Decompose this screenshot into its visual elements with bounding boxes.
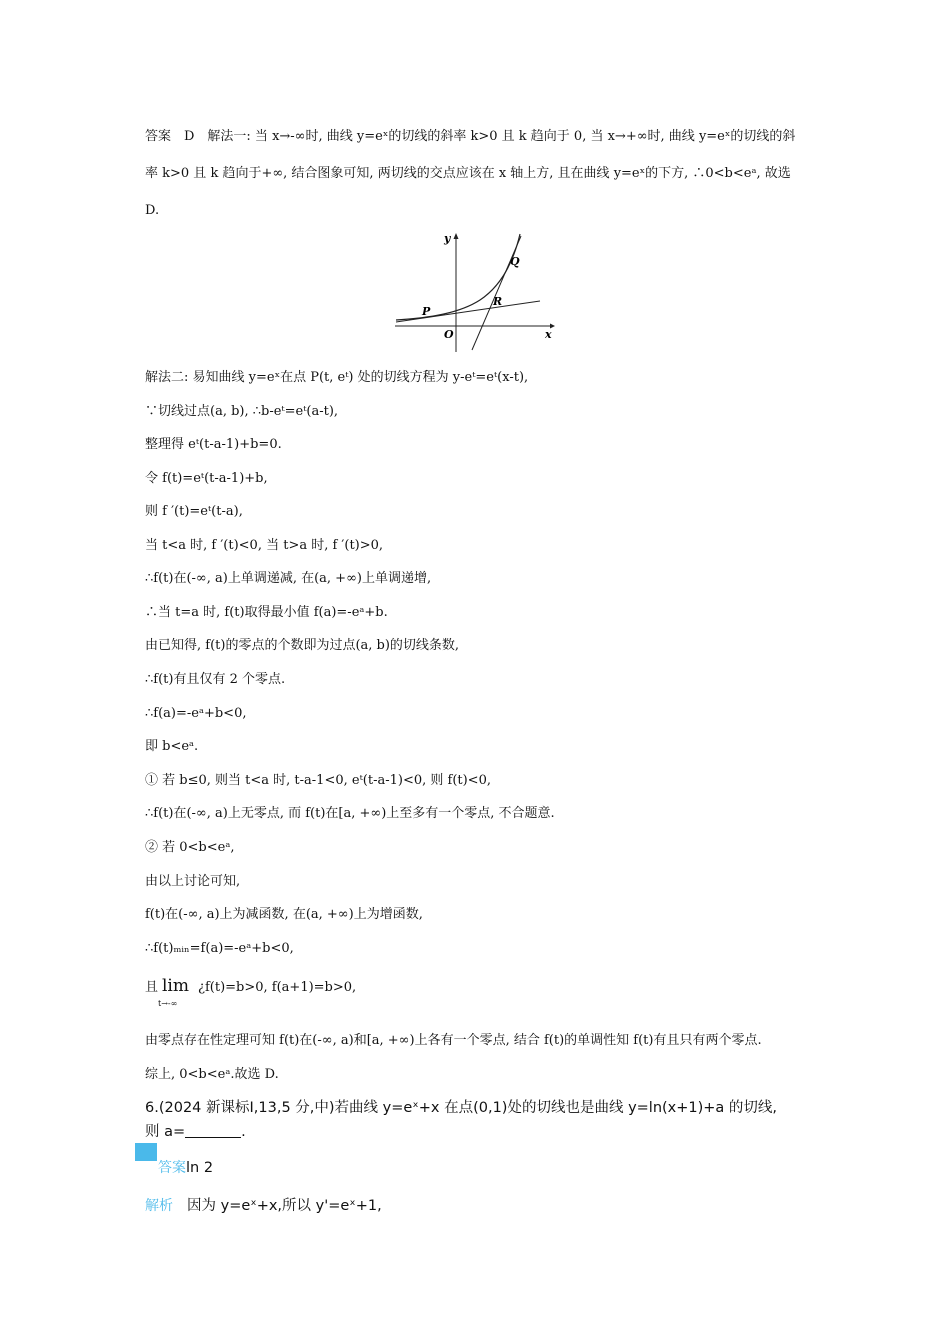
text-line: 解法二: 易知曲线 y=eˣ在点 P(t, eᵗ) 处的切线方程为 y-eᵗ=eᵗ(x-t), — [145, 370, 529, 385]
limit-subscript: t→-∞ — [158, 999, 178, 1008]
text-line: 答案 D 解法一: 当 x→-∞时, 曲线 y=eˣ的切线的斜率 k>0 且 k 趋向于 0, 当 x→+∞时, 曲线 y=eˣ的切线的斜 — [145, 129, 796, 144]
answer-tag: 答案 — [158, 1160, 186, 1176]
text-line: D. — [145, 203, 160, 218]
question-6-suffix: . — [241, 1124, 246, 1140]
point-r-label: R — [493, 295, 503, 308]
x-axis-label: x — [545, 328, 552, 341]
tangent-figure — [390, 228, 560, 356]
tangent-line-q — [472, 236, 521, 350]
text-line: 综上, 0<b<eᵃ.故选 D. — [145, 1067, 279, 1082]
text-line: 整理得 eᵗ(t-a-1)+b=0. — [145, 437, 282, 452]
tangent-line-p — [396, 301, 540, 322]
text-line: ② 若 0<b<eᵃ, — [145, 840, 235, 855]
text-line: 当 t<a 时, f ′(t)<0, 当 t>a 时, f ′(t)>0, — [145, 538, 384, 553]
y-axis-label: y — [444, 232, 451, 245]
analysis-line — [145, 1196, 382, 1216]
limit-word: lim — [162, 976, 189, 996]
text-line: f(t)在(-∞, a)上为减函数, 在(a, +∞)上为增函数, — [145, 907, 423, 922]
text-line: 由已知得, f(t)的零点的个数即为过点(a, b)的切线条数, — [145, 638, 460, 653]
text-line: 即 b<eᵃ. — [145, 739, 199, 754]
answer-blank — [185, 1123, 241, 1138]
text-line: 由以上讨论可知, — [145, 874, 241, 889]
text-line: 率 k>0 且 k 趋向于+∞, 结合图象可知, 两切线的交点应该在 x 轴上方, 且在曲线 y=eˣ的下方, ∴0<b<eᵃ, 故选 — [145, 166, 791, 181]
answer-highlight — [135, 1143, 157, 1161]
point-p-label: P — [422, 305, 431, 318]
point-q-label: Q — [510, 255, 520, 268]
text-line: 由零点存在性定理可知 f(t)在(-∞, a)和[a, +∞)上各有一个零点, 结合 f(t)的单调性知 f(t)有且只有两个零点. — [145, 1033, 762, 1048]
question-6-line2 — [145, 1122, 246, 1142]
text-line: ∴f(t)在(-∞, a)上无零点, 而 f(t)在[a, +∞)上至多有一个零点, 不合题意. — [145, 806, 555, 821]
question-6-line1: 6.(2024 新课标Ⅰ,13,5 分,中)若曲线 y=eˣ+x 在点(0,1)处的切线也是曲线 y=ln(x+1)+a 的切线, — [145, 1100, 778, 1116]
origin-label: O — [444, 328, 454, 341]
answer-value: ln 2 — [186, 1160, 214, 1176]
text-line: ∴f(t)在(-∞, a)上单调递减, 在(a, +∞)上单调递增, — [145, 571, 432, 586]
answer-line — [158, 1158, 213, 1178]
text-line: ∴f(t)ₘᵢₙ=f(a)=-eᵃ+b<0, — [145, 941, 294, 956]
analysis-text: 因为 y=eˣ+x,所以 y'=eˣ+1, — [187, 1198, 382, 1214]
limit-prefix: 且 — [145, 980, 159, 995]
text-line: ∴f(a)=-eᵃ+b<0, — [145, 706, 247, 721]
text-line: ∴当 t=a 时, f(t)取得最小值 f(a)=-eᵃ+b. — [145, 605, 388, 620]
question-6-prefix: 则 a= — [145, 1124, 186, 1140]
analysis-tag: 解析 — [145, 1198, 173, 1214]
limit-expression: ¿f(t)=b>0, f(a+1)=b>0, — [198, 980, 357, 995]
text-line: ∵切线过点(a, b), ∴b-eᵗ=eᵗ(a-t), — [145, 404, 339, 419]
text-line: 令 f(t)=eᵗ(t-a-1)+b, — [145, 471, 268, 486]
text-line: ∴f(t)有且仅有 2 个零点. — [145, 672, 286, 687]
y-axis-arrow — [454, 233, 459, 239]
text-line: 则 f ′(t)=eᵗ(t-a), — [145, 504, 243, 519]
text-line: ① 若 b≤0, 则当 t<a 时, t-a-1<0, eᵗ(t-a-1)<0, 则 f(t)<0, — [145, 773, 491, 788]
